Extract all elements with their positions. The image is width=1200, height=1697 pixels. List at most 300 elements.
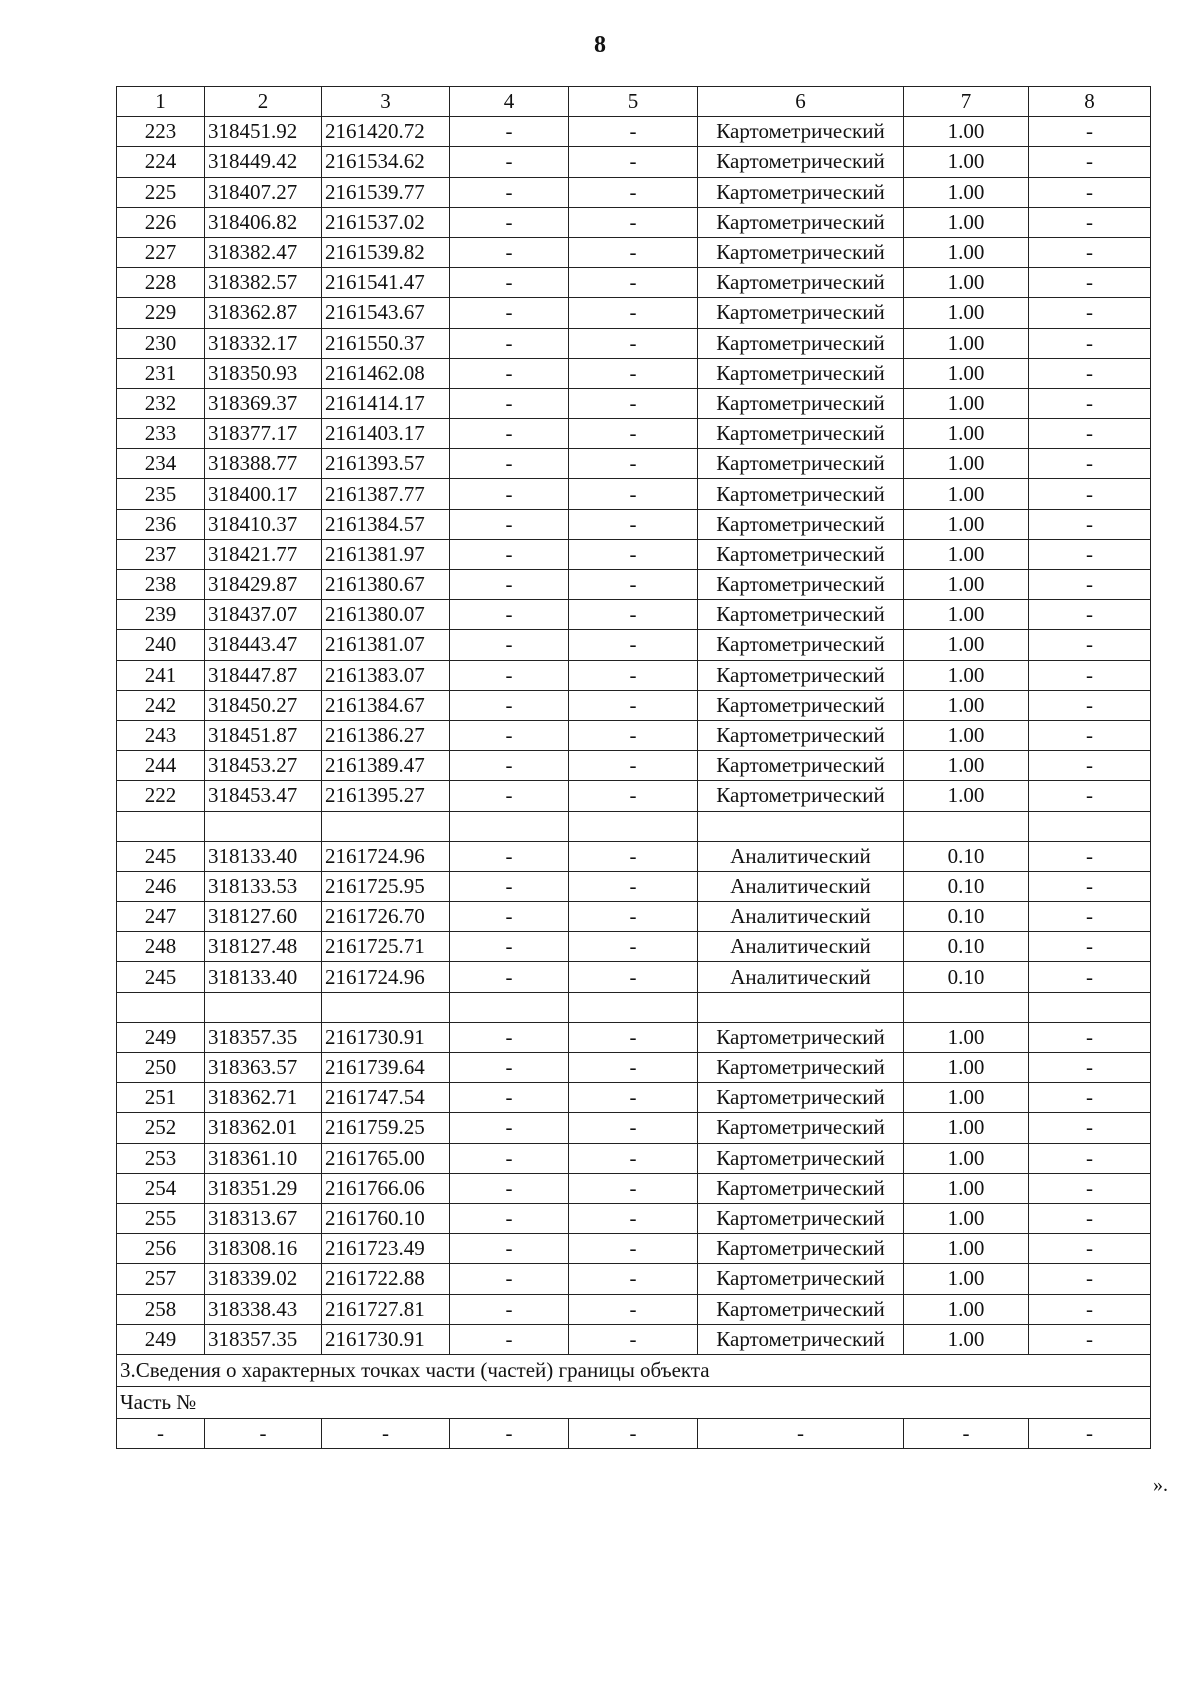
table-cell: - [1029,358,1151,388]
table-cell: 318127.60 [205,902,322,932]
table-cell: - [569,268,698,298]
table-cell: 0.10 [904,841,1029,871]
table-cell: - [1029,509,1151,539]
table-cell: - [569,328,698,358]
table-cell: 224 [117,147,205,177]
table-cell: 253 [117,1143,205,1173]
table-cell: 257 [117,1264,205,1294]
table-cell: Аналитический [698,932,904,962]
table-cell: - [450,237,569,267]
table-cell [322,992,450,1022]
table-cell: - [1029,1053,1151,1083]
table-cell: - [1029,177,1151,207]
table-cell: 233 [117,419,205,449]
table-row [117,1053,1151,1083]
table-cell: - [450,600,569,630]
table-cell: 2161543.67 [322,298,450,328]
table-cell: 232 [117,388,205,418]
table-cell: Картометрический [698,660,904,690]
table-cell: 5 [569,87,698,117]
table-row [117,1234,1151,1264]
table-cell: 318450.27 [205,690,322,720]
table-cell: 2161395.27 [322,781,450,811]
section-title-cell: 3.Сведения о характерных точках части (частей) границы объекта [117,1354,1151,1386]
table-cell: Картометрический [698,1022,904,1052]
table-cell: - [450,962,569,992]
table-cell: 229 [117,298,205,328]
table-cell: 1.00 [904,388,1029,418]
part-number-cell: Часть № [117,1386,1151,1418]
table-cell: - [450,630,569,660]
table-cell: 318421.77 [205,539,322,569]
table-cell: - [450,1264,569,1294]
table-cell: - [1029,268,1151,298]
table-cell: - [1029,117,1151,147]
table-row [117,1203,1151,1233]
table-cell: - [569,690,698,720]
table-cell: - [1029,419,1151,449]
table-cell: 251 [117,1083,205,1113]
table-cell: 1.00 [904,268,1029,298]
table-cell: - [450,1143,569,1173]
table-cell: - [1029,1022,1151,1052]
table-cell [450,992,569,1022]
table-cell: - [1029,781,1151,811]
table-cell: 2161383.07 [322,660,450,690]
table-cell: 245 [117,841,205,871]
table-cell: 1.00 [904,237,1029,267]
table-cell: - [450,570,569,600]
table-cell: 249 [117,1324,205,1354]
table-cell: 2161420.72 [322,117,450,147]
table-cell: 244 [117,751,205,781]
table-cell: - [569,902,698,932]
table-cell: Картометрический [698,1053,904,1083]
table-cell: - [698,1418,904,1448]
separator-row [117,811,1151,841]
table-cell [1029,992,1151,1022]
table-cell: Картометрический [698,328,904,358]
table-cell: - [569,751,698,781]
table-cell: - [450,1083,569,1113]
table-cell: - [450,781,569,811]
table-cell: 2161380.07 [322,600,450,630]
table-cell: 0.10 [904,902,1029,932]
table-cell: 318308.16 [205,1234,322,1264]
table-cell: Картометрический [698,479,904,509]
table-cell: 2161534.62 [322,147,450,177]
table-cell: Картометрический [698,147,904,177]
table-cell: - [450,328,569,358]
table-cell: - [569,117,698,147]
table-cell [117,811,205,841]
table-cell: 318451.92 [205,117,322,147]
table-cell: 2161384.67 [322,690,450,720]
table-cell: 318357.35 [205,1022,322,1052]
table-cell: - [1029,932,1151,962]
table-cell: 246 [117,871,205,901]
table-cell: 1.00 [904,660,1029,690]
table-cell: Картометрический [698,237,904,267]
table-cell: - [1029,479,1151,509]
table-row [117,298,1151,328]
table-cell: - [569,237,698,267]
table-cell: 8 [1029,87,1151,117]
table-cell: - [569,177,698,207]
empty-part-row [117,1418,1151,1448]
table-cell: 2161722.88 [322,1264,450,1294]
table-cell: - [569,1113,698,1143]
table-cell [205,992,322,1022]
table-cell [904,992,1029,1022]
table-cell: - [450,388,569,418]
table-cell: 318350.93 [205,358,322,388]
table-cell: - [569,1418,698,1448]
table-cell: - [569,419,698,449]
table-cell: 1.00 [904,358,1029,388]
table-cell: - [569,1324,698,1354]
table-cell: - [322,1418,450,1448]
table-cell: 318133.53 [205,871,322,901]
table-cell: - [1029,871,1151,901]
table-cell: - [450,871,569,901]
table-cell: - [1029,1294,1151,1324]
table-cell: Картометрический [698,570,904,600]
table-cell: 258 [117,1294,205,1324]
table-row [117,1083,1151,1113]
table-cell: Картометрический [698,1264,904,1294]
table-cell: 2161380.67 [322,570,450,600]
table-cell: 238 [117,570,205,600]
table-cell: 318351.29 [205,1173,322,1203]
table-cell: 318369.37 [205,388,322,418]
table-cell: 2161725.71 [322,932,450,962]
table-row [117,751,1151,781]
table-cell: Аналитический [698,902,904,932]
table-cell: 0.10 [904,932,1029,962]
table-cell: - [1029,690,1151,720]
table-cell: Картометрический [698,177,904,207]
table-row [117,1324,1151,1354]
table-cell: 318363.57 [205,1053,322,1083]
table-cell: 234 [117,449,205,479]
table-cell: 2161766.06 [322,1173,450,1203]
table-cell: Картометрический [698,117,904,147]
table-cell [322,811,450,841]
table-cell: - [1029,962,1151,992]
table-cell: 318362.87 [205,298,322,328]
table-cell: - [450,358,569,388]
table-cell [904,811,1029,841]
table-cell [450,811,569,841]
table-cell: - [1029,1234,1151,1264]
table-cell: 318332.17 [205,328,322,358]
table-cell: 2161723.49 [322,1234,450,1264]
table-cell: 318407.27 [205,177,322,207]
table-cell: - [569,147,698,177]
table-cell: 230 [117,328,205,358]
table-cell: 318447.87 [205,660,322,690]
table-row [117,268,1151,298]
table-cell: Картометрический [698,1113,904,1143]
table-row [117,479,1151,509]
table-cell: 2161387.77 [322,479,450,509]
table-cell [698,811,904,841]
table-row [117,419,1151,449]
table-cell: 2161381.97 [322,539,450,569]
table-cell: - [569,781,698,811]
table-row [117,962,1151,992]
table-cell: - [450,690,569,720]
table-cell [205,811,322,841]
table-cell: - [205,1418,322,1448]
table-cell: - [450,147,569,177]
table-cell: - [1029,147,1151,177]
table-cell: Картометрический [698,751,904,781]
table-cell: 1.00 [904,1264,1029,1294]
table-cell: Картометрический [698,207,904,237]
table-cell: - [1029,841,1151,871]
table-cell: - [1029,751,1151,781]
table-row [117,720,1151,750]
table-cell: - [569,1234,698,1264]
table-cell: 318127.48 [205,932,322,962]
table-cell: 2161730.91 [322,1022,450,1052]
table-cell: 241 [117,660,205,690]
table-cell: Картометрический [698,1143,904,1173]
table-cell: 1.00 [904,1203,1029,1233]
table-cell: - [569,539,698,569]
table-cell: - [1029,1264,1151,1294]
table-cell: - [569,388,698,418]
table-cell: 0.10 [904,871,1029,901]
table-cell: - [1029,1418,1151,1448]
table-cell: 2161537.02 [322,207,450,237]
table-cell: Картометрический [698,781,904,811]
table-cell: 249 [117,1022,205,1052]
table-cell: 1.00 [904,147,1029,177]
table-row [117,1173,1151,1203]
table-cell: 3 [322,87,450,117]
table-cell: - [450,449,569,479]
table-cell: 318400.17 [205,479,322,509]
table-cell: - [569,298,698,328]
table-cell: - [450,932,569,962]
table-cell: - [569,1053,698,1083]
table-cell: 318361.10 [205,1143,322,1173]
table-cell: - [1029,630,1151,660]
table-cell: 318339.02 [205,1264,322,1294]
table-cell: - [450,1053,569,1083]
table-cell: 1.00 [904,328,1029,358]
table-cell: 2161724.96 [322,962,450,992]
table-cell [117,992,205,1022]
table-cell: - [117,1418,205,1448]
table-cell: - [1029,1173,1151,1203]
table-cell: - [1029,1083,1151,1113]
table-cell: - [450,1324,569,1354]
table-cell: 1.00 [904,1022,1029,1052]
table-cell: - [450,751,569,781]
table-cell: 1.00 [904,751,1029,781]
table-cell: 0.10 [904,962,1029,992]
table-cell: 1.00 [904,1083,1029,1113]
table-cell: 237 [117,539,205,569]
table-cell: - [450,419,569,449]
table-cell: 231 [117,358,205,388]
table-cell: - [1029,328,1151,358]
table-cell: - [569,479,698,509]
table-cell: 318362.71 [205,1083,322,1113]
table-cell: - [569,1294,698,1324]
table-cell: 236 [117,509,205,539]
table-cell: 1.00 [904,1294,1029,1324]
table-cell: - [450,298,569,328]
table-cell: - [450,720,569,750]
table-cell: - [450,1418,569,1448]
table-cell: - [569,1264,698,1294]
table-cell: 318443.47 [205,630,322,660]
table-cell: - [1029,1143,1151,1173]
table-cell: 318388.77 [205,449,322,479]
table-cell: - [569,1022,698,1052]
table-cell: 2161760.10 [322,1203,450,1233]
table-cell: 2161724.96 [322,841,450,871]
table-cell: - [450,1234,569,1264]
table-row [117,932,1151,962]
table-cell [1029,811,1151,841]
table-row [117,902,1151,932]
table-cell: - [569,1203,698,1233]
table-cell: - [904,1418,1029,1448]
table-cell: Картометрический [698,1294,904,1324]
table-cell: - [1029,1324,1151,1354]
table-cell: 228 [117,268,205,298]
table-row [117,841,1151,871]
table-cell [569,811,698,841]
table-cell: 318410.37 [205,509,322,539]
table-cell: - [1029,237,1151,267]
table-cell: - [450,902,569,932]
table-row [117,207,1151,237]
table-cell: 1.00 [904,509,1029,539]
table-cell: - [450,117,569,147]
table-row [117,509,1151,539]
table-cell: 2161747.54 [322,1083,450,1113]
table-cell: Аналитический [698,841,904,871]
table-row [117,539,1151,569]
table-cell: 256 [117,1234,205,1264]
table-row [117,1113,1151,1143]
table-cell: 318382.57 [205,268,322,298]
table-row [117,177,1151,207]
table-cell: Картометрический [698,720,904,750]
table-cell: 225 [117,177,205,207]
table-row [117,1264,1151,1294]
table-cell: 242 [117,690,205,720]
table-cell: 1.00 [904,207,1029,237]
table-cell: 1.00 [904,781,1029,811]
table-cell: Картометрический [698,419,904,449]
table-cell: 1 [117,87,205,117]
table-cell: 1.00 [904,570,1029,600]
table-cell: - [569,570,698,600]
table-cell: 2161539.82 [322,237,450,267]
table-cell: 1.00 [904,630,1029,660]
table-cell: - [569,841,698,871]
table-cell: - [569,660,698,690]
table-cell: 318357.35 [205,1324,322,1354]
table-row [117,871,1151,901]
table-cell: - [569,600,698,630]
table-cell: 318338.43 [205,1294,322,1324]
table-cell: Картометрический [698,388,904,418]
table-cell: 318453.47 [205,781,322,811]
table-cell: 1.00 [904,1143,1029,1173]
table-cell: - [569,720,698,750]
table-cell: 318133.40 [205,841,322,871]
table-cell: - [1029,1113,1151,1143]
table-cell: - [1029,902,1151,932]
table-cell: 318453.27 [205,751,322,781]
table-row [117,660,1151,690]
table-cell: 1.00 [904,419,1029,449]
table-cell: 2161381.07 [322,630,450,660]
table-cell: - [1029,570,1151,600]
table-cell: 223 [117,117,205,147]
table-cell: 1.00 [904,1053,1029,1083]
table-cell: 1.00 [904,1324,1029,1354]
table-row [117,388,1151,418]
table-cell: 1.00 [904,298,1029,328]
table-cell: - [1029,660,1151,690]
table-cell: - [1029,207,1151,237]
table-cell: 1.00 [904,690,1029,720]
table-cell: 318362.01 [205,1113,322,1143]
table-cell: 239 [117,600,205,630]
table-cell: Аналитический [698,962,904,992]
table-cell: 2161725.95 [322,871,450,901]
table-cell: - [569,1143,698,1173]
table-cell: 2161726.70 [322,902,450,932]
table-cell: 318382.47 [205,237,322,267]
table-row [117,328,1151,358]
table-cell: 250 [117,1053,205,1083]
table-cell: Картометрический [698,630,904,660]
table-cell: Картометрический [698,600,904,630]
table-cell: 222 [117,781,205,811]
table-cell: 318313.67 [205,1203,322,1233]
table-cell: 227 [117,237,205,267]
page-number: 8 [594,32,606,58]
table-cell: Картометрический [698,1203,904,1233]
table-row [117,1294,1151,1324]
table-row [117,237,1151,267]
table-cell: - [1029,1203,1151,1233]
table-row [117,147,1151,177]
table-cell: 1.00 [904,539,1029,569]
table-cell: - [569,358,698,388]
table-cell: 1.00 [904,449,1029,479]
table-cell: Картометрический [698,298,904,328]
table-cell: Картометрический [698,1173,904,1203]
table-cell: - [450,207,569,237]
table-cell: 2161403.17 [322,419,450,449]
table-cell: 1.00 [904,177,1029,207]
table-cell: 1.00 [904,479,1029,509]
coordinates-table [116,86,1151,1449]
table-cell: - [450,1022,569,1052]
